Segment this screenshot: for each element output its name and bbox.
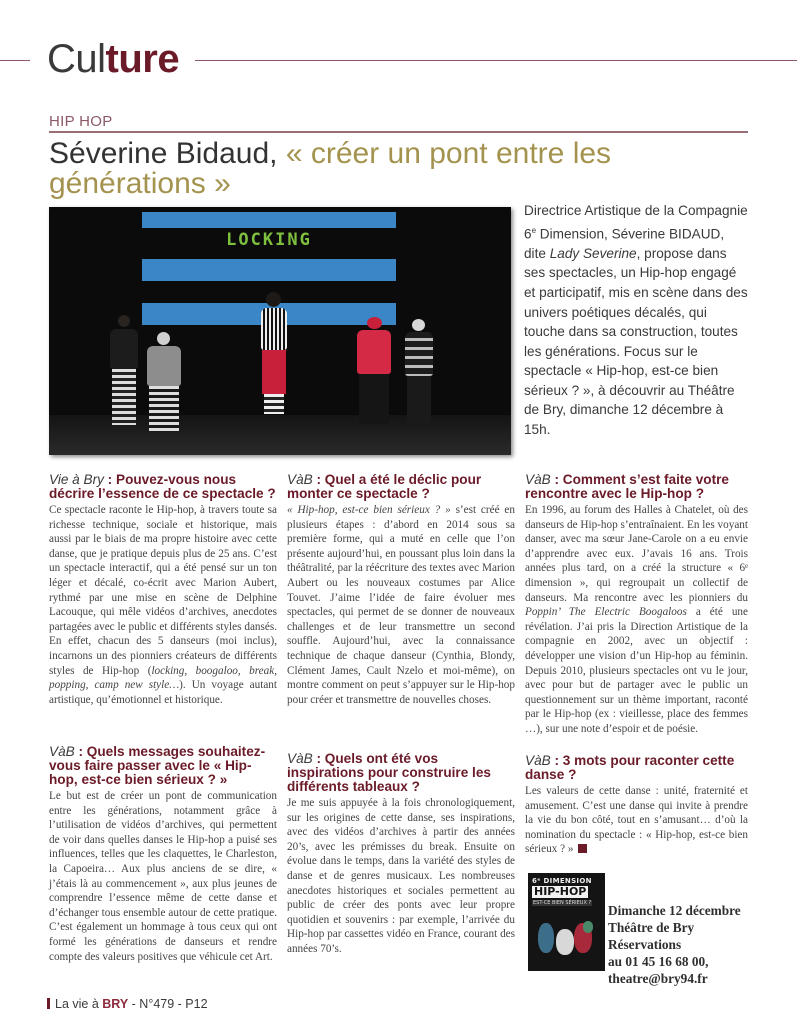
question-separator: : <box>103 472 116 487</box>
footer-brand: BRY <box>102 997 129 1011</box>
show-poster <box>528 873 605 971</box>
question-text: Quels ont été vos inspirations pour construire les différents tableaux ? <box>287 751 491 794</box>
section-title <box>47 36 179 82</box>
headline <box>49 139 749 199</box>
intro-part: Directrice Artistique de la Compagnie 6 <box>524 203 748 242</box>
answer <box>525 503 748 737</box>
dancer <box>104 315 144 435</box>
dancer <box>399 319 439 434</box>
intro-text <box>524 201 749 440</box>
qa-block <box>49 473 277 707</box>
answer <box>49 503 277 707</box>
qa-block <box>49 745 277 964</box>
question-speaker: VàB <box>525 753 551 768</box>
answer <box>525 784 748 857</box>
answer-text: Je me suis appuyée à la fois chronologiquement, sur les origines de cette danse, ses inspirations, avec des vidéos d’archives à partir des années 20’s, avec les prémisses du break. Ensuite on évolue dans le temps, dans la variété des styles de danse et de genres musicaux. Les nombreuses anecdotes historiques et sociales permettent au public de créer des ponts avec leur propre quotidien et souvenirs : par exemple, l’arrivée du Hip-hop par cassettes vidéo en France, courant des années 70’s. <box>287 797 515 955</box>
question-text: Quels messages souhaitez-vous faire passer avec le « Hip-hop, est-ce bien sérieux ? » <box>49 744 266 787</box>
footer-bar-icon <box>47 998 50 1009</box>
answer <box>287 796 515 957</box>
event-venue: Théâtre de Bry <box>608 920 695 935</box>
qa-block <box>525 754 748 857</box>
question-separator: : <box>312 751 325 766</box>
question-separator: : <box>74 744 87 759</box>
answer-text: Les valeurs de cette danse : unité, fraternité et amusement. C’est une danse qui invite à prendre la vie du bon côté, tout en s’amusant… d’où la nomination du spectacle : « Hip-hop, est-ce bien sérieux ? » <box>525 785 748 856</box>
answer-text: En 1996, au forum des Halles à Chatelet, où des danseurs de Hip-hop s’entraînaient. En les voyant danser, avec ma sœur Jane-Carole on a eu envie d’apprendre avec eux. J’avais 16 ans. Trois années plus tard, on a créé la structure « 6ᵉ dimension », qui regroupait un collectif de danseurs. Ma rencontre avec les pionniers du <box>525 504 748 604</box>
question <box>287 752 515 794</box>
section-title-bold: ture <box>105 37 180 81</box>
qa-block <box>525 473 748 737</box>
headline-quote: « créer un pont entre les générations » <box>49 137 612 200</box>
answer <box>49 789 277 964</box>
screen-stripe <box>142 259 396 281</box>
answer-italic: Poppin’ The Electric Boogaloos <box>525 606 687 619</box>
intro-italic: Lady Severine <box>549 245 637 261</box>
qa-block <box>287 752 515 957</box>
answer-text: Le but est de créer un pont de communication entre les générations, notamment grâce à l’utilisation de vidéos d’archives, qui permettent de voir dans quelles danses le Hip-hop a puisé ses influences, telles que les claquettes, le Charleston, la Capoeira… Aux plus anciens de se dire, « j’étais là au commencement », aux plus jeunes de comprendre l’essence même de cette danse et d’échanger tous ensemble autour de cette pratique. C’est également un hommage à tous ceux qui ont formé les générations de danseurs et rendre compte des valeurs positives que véhicule cet Art. <box>49 790 277 963</box>
intro-part: , propose dans ses spectacles, un Hip-hop engagé et participatif, mis en scène dans des univers poétiques décalés, qui touche dans sa construction, toutes les générations. Focus sur le spectacle « Hip-hop, est-ce bien sérieux ? », à découvrir au Théâtre de Bry, dimanche 12 décembre à 15h. <box>524 245 748 438</box>
question <box>525 473 748 501</box>
dancer <box>349 317 399 432</box>
event-reservations-label: Réservations <box>608 937 682 952</box>
dancer <box>139 332 189 437</box>
question <box>287 473 515 501</box>
answer-text: Ce spectacle raconte le Hip-hop, à travers toute sa richesse technique, sociale et historique, mais aussi par le biais de ma propre histoire avec cette danse, que je pratique depuis plus de 25 ans. C’est un spectacle interactif, qui a été pensé sur un ton léger et décalé, co-écrit avec Marion Aubert, rythmé par une mise en scène de Delphine Lacouque, qui mêle vidéos d’archives, anecdotes partagées avec le public et différents styles dansés. En effet, chacun des 5 danseurs (moi inclus), incarnons un des pionniers créateurs de différents styles de Hip-hop ( <box>49 504 277 677</box>
headline-name: Séverine Bidaud, <box>49 137 278 170</box>
question <box>49 745 277 787</box>
screen-stripe <box>142 212 396 228</box>
intro-part: Dimension, Séverine BIDAUD, dite <box>524 226 725 261</box>
question-speaker: Vie à Bry <box>49 472 104 487</box>
question-text: Pouvez-vous nous décrire l’essence de ce spectacle ? <box>49 472 276 501</box>
question-text: Quel a été le déclic pour monter ce spectacle ? <box>287 472 482 501</box>
question-speaker: VàB <box>49 744 75 759</box>
footer-prefix: La vie à <box>55 997 103 1011</box>
page-footer <box>47 997 208 1011</box>
question-speaker: VàB <box>287 751 313 766</box>
answer-text: s’est créé en plusieurs étapes : d’abord en 2014 sous sa première forme, qui a muté en celle que l’on présente aujourd’hui, en poussant plus loin dans la théâtralité, par la réécriture des textes avec Marion Aubert ou les nouveaux costumes par Alice Touvet. J’aime l’idée de faire évoluer mes spectacles, qui permet de se donner de nouveaux challenges et de leur transmettre un second souffle. Aujourd’hui, avec la connaissance technique de chaque danseur (Cynthia, Blondy, Clément James, Cault Nzelo et moi-même), on montre comment on peut s’appuyer sur le Hip-hop pour créer et transmettre de nouvelles choses. <box>287 504 515 706</box>
intro-sup: e <box>531 225 537 235</box>
question <box>525 754 748 782</box>
answer-text: ). Un voyage autant artistique, qu’émotionnel et historique. <box>49 679 278 706</box>
event-date: Dimanche 12 décembre <box>608 903 741 918</box>
answer-text: a été une révélation. J’ai pris la Direction Artistique de la compagnie en 2002, avec un objectif : développer une vision d’un Hip-hop au féminin. Depuis 2010, plusieurs spectacles ont vu le jour, avec pour but de partager avec le public un questionnement sur un thème important, raconté par le Hip-hop (ex : vieillesse, place des femmes …), sur une note d’espoir et de poésie. <box>525 606 748 735</box>
question-text: Comment s’est faite votre rencontre avec le Hip-hop ? <box>525 472 729 501</box>
question-text: 3 mots pour raconter cette danse ? <box>525 753 735 782</box>
question-separator: : <box>312 472 325 487</box>
question-speaker: VàB <box>287 472 313 487</box>
end-mark-icon <box>578 844 587 853</box>
stage-photo <box>49 207 511 455</box>
answer-italic: « Hip-hop, est-ce bien sérieux ? » <box>287 504 451 516</box>
kicker-rule <box>49 131 748 133</box>
poster-title: HIP-HOP <box>534 885 587 898</box>
dancer <box>254 292 294 427</box>
poster-line: 6ᵉ DIMENSION <box>532 877 592 885</box>
header-rule-right <box>195 60 797 61</box>
answer-italic: locking, boogaloo, break, popping, camp new style… <box>49 664 277 692</box>
question <box>49 473 277 501</box>
header-rule-left <box>0 60 30 61</box>
qa-block <box>287 473 515 707</box>
event-phone: au 01 45 16 68 00, <box>608 954 709 969</box>
question-separator: : <box>550 753 563 768</box>
kicker: HIP HOP <box>49 113 113 130</box>
screen-text: LOCKING <box>226 230 312 250</box>
question-separator: : <box>550 472 563 487</box>
answer <box>287 503 515 707</box>
section-title-light: Cul <box>47 37 106 81</box>
event-email[interactable]: theatre@bry94.fr <box>608 971 708 986</box>
footer-suffix: - N°479 - P12 <box>128 997 208 1011</box>
poster-subtitle: EST-CE BIEN SÉRIEUX ? <box>533 900 592 906</box>
question-speaker: VàB <box>525 472 551 487</box>
event-info <box>608 902 793 987</box>
